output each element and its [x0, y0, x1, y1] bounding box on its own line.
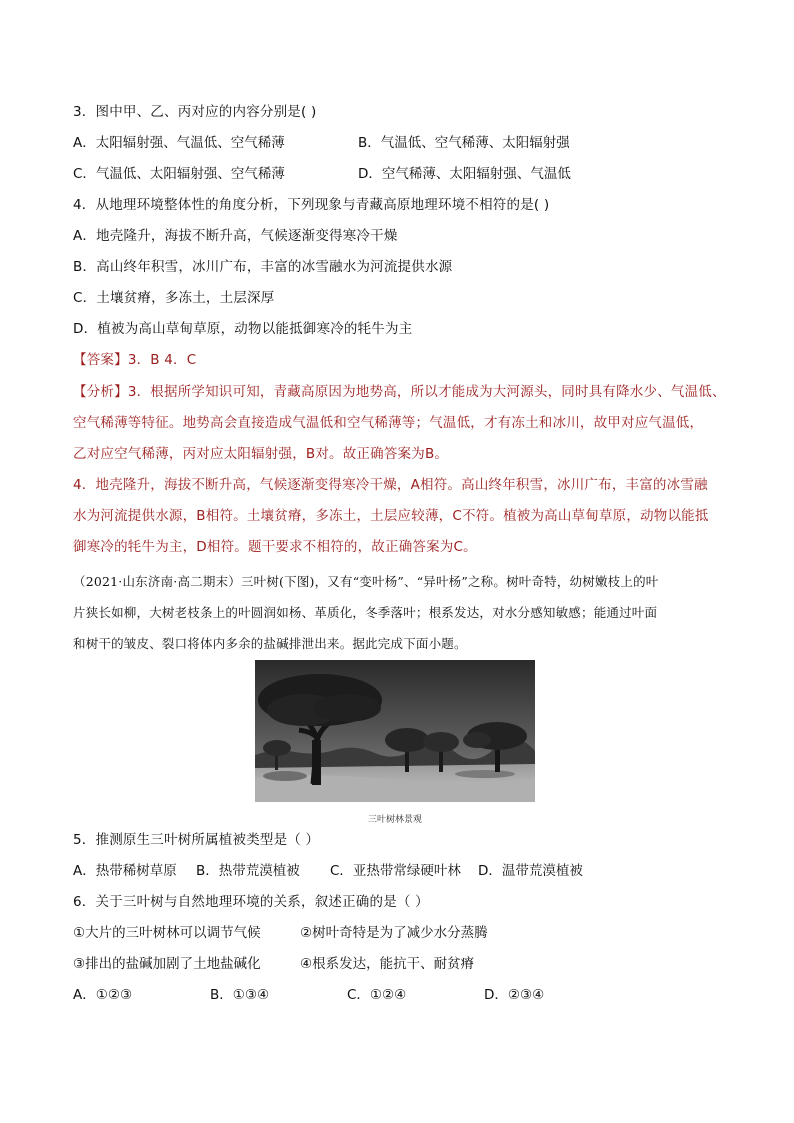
q6-option-c: C．①②④	[347, 987, 407, 1003]
analysis-p1-line2: 空气稀薄等特征。地势高会直接造成气温低和空气稀薄等；气温低，才有冻土和冰川，故甲对应气温低，	[73, 415, 704, 431]
q5-option-b: B．热带荒漠植被	[196, 863, 300, 879]
q4-stem: 4．从地理环境整体性的角度分析，下列现象与青藏高原地理环境不相符的是( )	[73, 197, 550, 213]
answer-line	[73, 350, 196, 370]
q4-option-d: D．植被为高山草甸草原，动物以能抵御寒冷的牦牛为主	[73, 321, 413, 337]
intro-line2: 片狭长如柳，大树老枝条上的叶圆润如杨、革质化，冬季落叶；根系发达，对水分感知敏感；能通过叶面	[73, 605, 658, 620]
answer-tag: 【答案】	[73, 352, 128, 368]
q6-item-1: ①大片的三叶树林可以调节气候	[73, 925, 261, 941]
figure-caption: 三叶树林景观	[367, 815, 422, 825]
q5-stem: 5．推测原生三叶树所属植被类型是（ ）	[73, 832, 320, 848]
q5-option-a: A．热带稀树草原	[73, 863, 177, 879]
q3-option-b: B．气温低、空气稀薄、太阳辐射强	[358, 135, 570, 151]
q6-item-3: ③排出的盐碱加剧了土地盐碱化	[73, 956, 261, 972]
analysis-p1-line1	[73, 382, 726, 402]
answer-text: 3．B 4．C	[127, 352, 197, 368]
q6-stem: 6．关于三叶树与自然地理环境的关系，叙述正确的是（ ）	[73, 894, 429, 910]
intro-line1: （2021·山东济南·高二期末）三叶树(下图)，又有“变叶杨”、“异叶杨”之称。树叶奇特，幼树嫩枝上的叶	[73, 574, 659, 589]
q6-item-2: ②树叶奇特是为了减少水分蒸腾	[300, 925, 488, 941]
q6-option-a: A．①②③	[73, 987, 133, 1003]
q3-option-c: C．气温低、太阳辐射强、空气稀薄	[73, 166, 285, 182]
q6-option-d: D．②③④	[484, 987, 545, 1003]
q3-stem: 3．图中甲、乙、丙对应的内容分别是( )	[73, 104, 317, 120]
q5-option-c: C．亚热带常绿硬叶林	[330, 863, 461, 879]
sanyeshu-forest-photo	[255, 660, 535, 802]
analysis-p1-line3: 乙对应空气稀薄，丙对应太阳辐射强，B对。故正确答案为B。	[73, 446, 449, 462]
analysis-p2-line3: 御寒冷的牦牛为主，D相符。题干要求不相符的，故正确答案为C。	[73, 539, 477, 555]
q3-option-d: D．空气稀薄、太阳辐射强、气温低	[358, 166, 571, 182]
q6-item-4: ④根系发达，能抗干、耐贫瘠	[300, 956, 475, 972]
analysis-tag: 【分析】	[73, 384, 128, 400]
q3-option-a: A．太阳辐射强、气温低、空气稀薄	[73, 135, 285, 151]
intro-line3: 和树干的皱皮、裂口将体内多余的盐碱排泄出来。据此完成下面小题。	[73, 636, 467, 651]
analysis-p2-line1: 4．地壳隆升，海拔不断升高，气候逐渐变得寒冷干燥，A相符。高山终年积雪，冰川广布，丰富的冰雪融	[73, 477, 708, 493]
q4-option-c: C．土壤贫瘠，多冻土，土层深厚	[73, 290, 275, 306]
analysis-p2-line2: 水为河流提供水源，B相符。土壤贫瘠，多冻土，土层应较薄，C不符。植被为高山草甸草原，动物以能抵	[73, 508, 709, 524]
analysis-p1-line1-text: 3．根据所学知识可知，青藏高原因为地势高，所以才能成为大河源头，同时具有降水少、气温低、	[127, 384, 726, 400]
q4-option-b: B．高山终年积雪，冰川广布，丰富的冰雪融水为河流提供水源	[73, 259, 453, 275]
q6-option-b: B．①③④	[210, 987, 270, 1003]
q5-option-d: D．温带荒漠植被	[478, 863, 583, 879]
q4-option-a: A．地壳隆升，海拔不断升高，气候逐渐变得寒冷干燥	[73, 228, 398, 244]
